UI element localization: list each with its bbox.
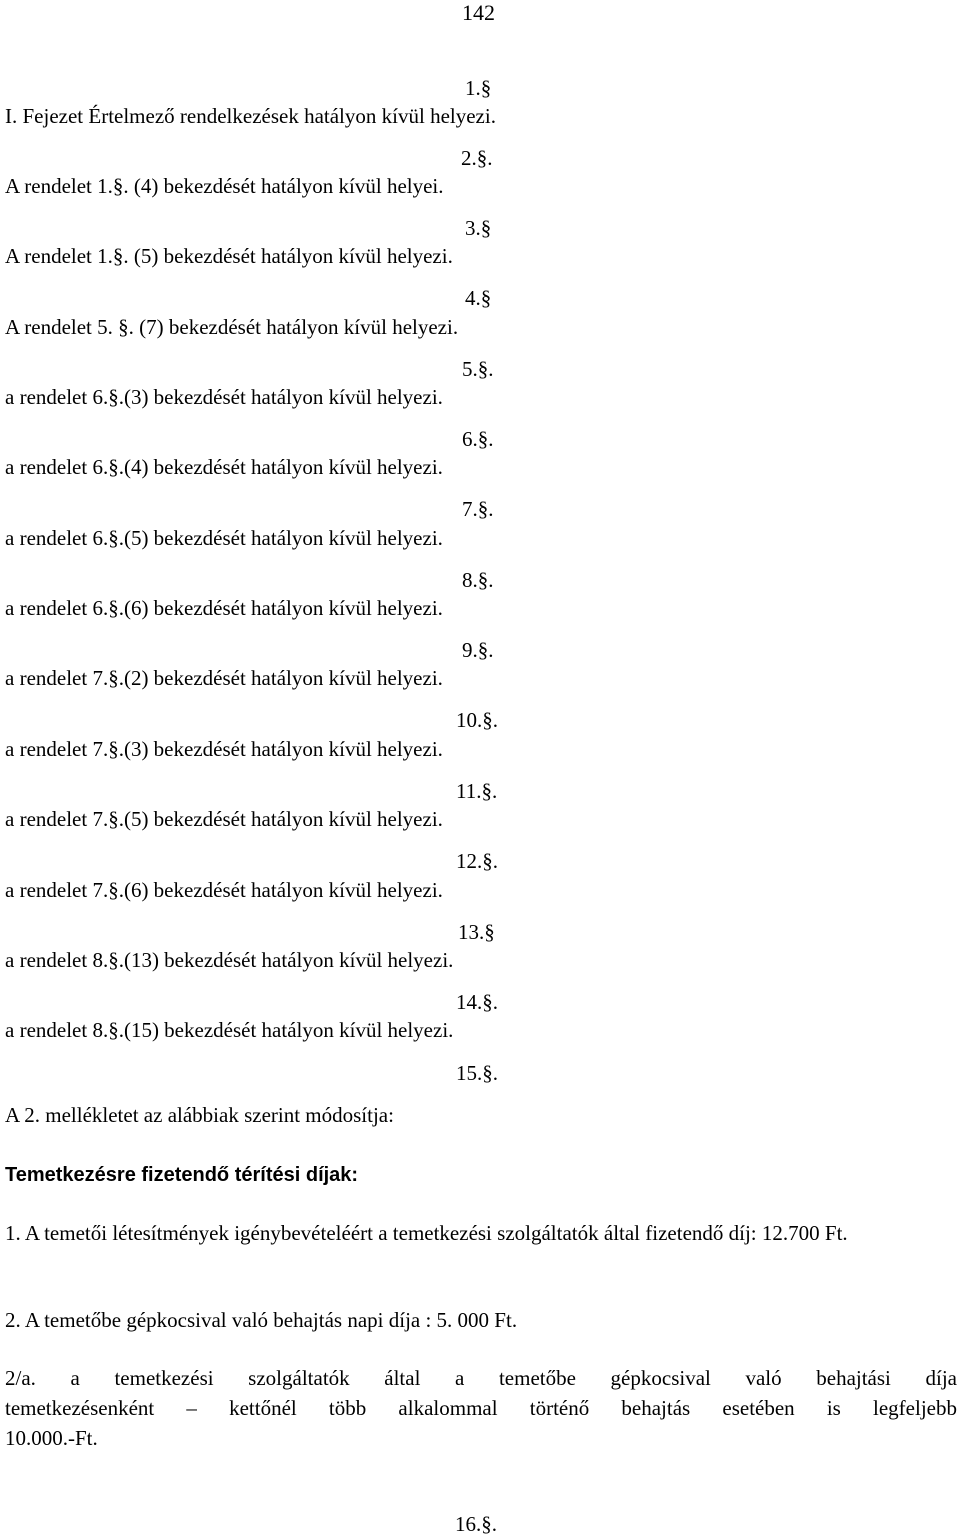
fee-item-2a-line-3: 10.000.-Ft. (5, 1426, 98, 1450)
fee-item-2: 2. A temetőbe gépkocsival való behajtás napi díja : 5. 000 Ft. (5, 1308, 518, 1332)
section-number: 6.§. (462, 427, 494, 451)
section-text: A rendelet 5. §. (7) bekezdését hatályon kívül helyezi. (5, 315, 459, 339)
section-number: 8.§. (462, 568, 494, 592)
fee-item-1: 1. A temetői létesítmények igénybevételéért a temetkezési szolgáltatók által fizetendő díj: 12.700 Ft. (5, 1221, 848, 1245)
section-number: 5.§. (462, 357, 494, 381)
fee-item-2a-line-2: temetkezésenként – kettőnél több alkalommal történő behajtás esetében is legfeljebb (5, 1396, 957, 1420)
section-text: A rendelet 1.§. (4) bekezdését hatályon kívül helyei. (5, 174, 444, 198)
section-number: 1.§ (465, 76, 492, 100)
section-number: 4.§ (465, 286, 492, 310)
section-text: a rendelet 6.§.(6) bekezdését hatályon kívül helyezi. (5, 596, 443, 620)
section-text: A rendelet 1.§. (5) bekezdését hatályon kívül helyezi. (5, 244, 453, 268)
section-number: 10.§. (456, 708, 498, 732)
section-text: a rendelet 6.§.(5) bekezdését hatályon kívül helyezi. (5, 526, 443, 550)
section-number: 12.§. (456, 849, 498, 873)
section-number: 2.§. (461, 146, 493, 170)
section-text: a rendelet 7.§.(5) bekezdését hatályon kívül helyezi. (5, 807, 443, 831)
section-text: A 2. mellékletet az alábbiak szerint módosítja: (5, 1103, 394, 1127)
section-number: 13.§ (458, 920, 495, 944)
section-text: a rendelet 8.§.(15) bekezdését hatályon kívül helyezi. (5, 1018, 454, 1042)
section-text: a rendelet 6.§.(4) bekezdését hatályon kívül helyezi. (5, 455, 443, 479)
page-number: 142 (462, 0, 495, 25)
section-text: a rendelet 7.§.(2) bekezdését hatályon kívül helyezi. (5, 666, 443, 690)
section-number: 11.§. (456, 779, 498, 803)
section-text: a rendelet 6.§.(3) bekezdését hatályon kívül helyezi. (5, 385, 443, 409)
section-text: I. Fejezet Értelmező rendelkezések hatályon kívül helyezi. (5, 104, 496, 128)
fee-item-2a (5, 1363, 957, 1453)
section-number: 7.§. (462, 497, 494, 521)
section-number: 15.§. (456, 1061, 498, 1085)
section-number: 14.§. (456, 990, 498, 1014)
section-number: 16.§. (455, 1512, 497, 1536)
fee-table-heading: Temetkezésre fizetendő térítési díjak: (5, 1164, 359, 1186)
section-number: 3.§ (465, 216, 492, 240)
section-text: a rendelet 7.§.(3) bekezdését hatályon kívül helyezi. (5, 737, 443, 761)
section-number: 9.§. (462, 638, 494, 662)
section-text: a rendelet 7.§.(6) bekezdését hatályon kívül helyezi. (5, 878, 443, 902)
section-text: a rendelet 8.§.(13) bekezdését hatályon kívül helyezi. (5, 948, 454, 972)
fee-item-2a-line-1: 2/a. a temetkezési szolgáltatók által a temetőbe gépkocsival való behajtási díja (5, 1366, 957, 1390)
